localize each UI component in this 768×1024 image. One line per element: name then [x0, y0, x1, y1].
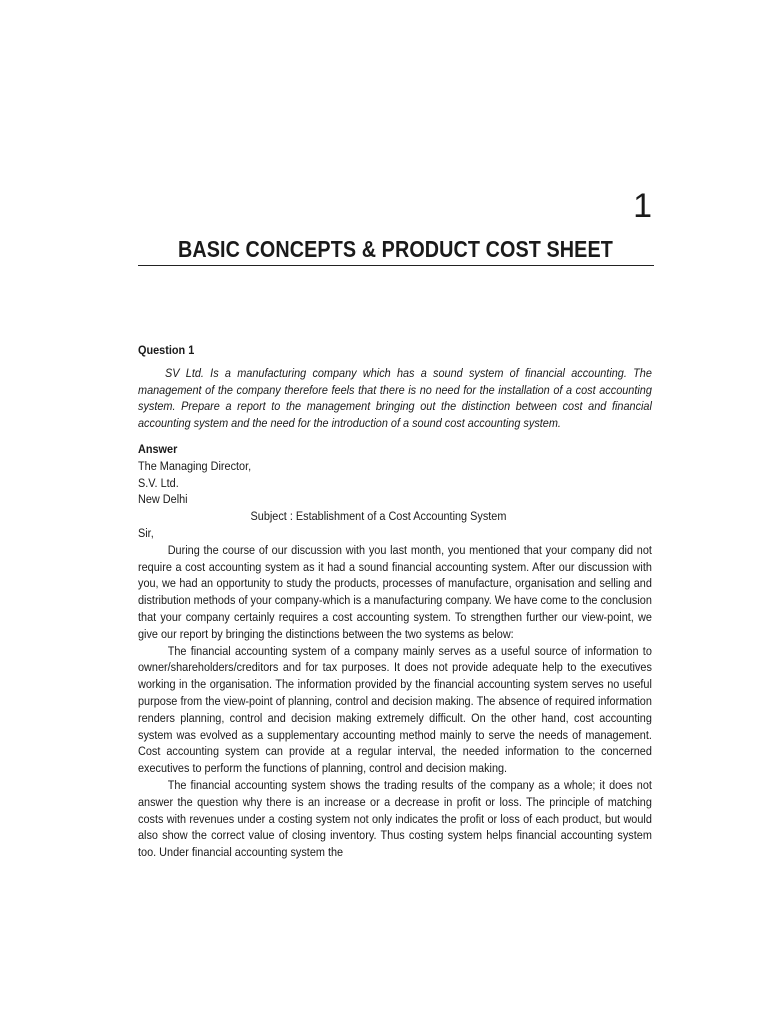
- address-line: The Managing Director,: [138, 458, 252, 473]
- chapter-title: BASIC CONCEPTS & PRODUCT COST SHEET: [178, 236, 613, 262]
- body-text-block: [138, 342, 652, 861]
- answer-paragraph: The financial accounting system of a company mainly serves as a useful source of information to owner/shareholders/creditors and for tax purposes. It does not provide adequate help to the executives working in the organisation. The information provided by the financial accounting system serves no useful purpose from the view-point of planning, control and decision making. The absence of required information renders planning, control and decision making extremely difficult. On the other hand, cost accounting system was evolved as a supplementary accounting method mainly to serve the needs of management. Cost accounting system can provide at a regular interval, the needed information to the concerned executives to perform the functions of planning, control and decision making.: [138, 643, 652, 776]
- title-divider: [138, 265, 654, 266]
- address-line: S.V. Ltd.: [138, 475, 179, 490]
- body-content: [138, 342, 652, 861]
- question-text: SV Ltd. Is a manufacturing company which has a sound system of financial accounting. The management of the company therefore feels that there is no need for the installation of a cost accounting system. Prepare a report to the management bringing out the distinction between cost and financial accounting system and the need for the introduction of a sound cost accounting system.: [138, 365, 652, 431]
- answer-paragraph: During the course of our discussion with you last month, you mentioned that your company did not require a cost accounting system as it had a sound financial accounting system. After our discussion with you, we had an opportunity to study the products, processes of manufacture, organisation and selling and distribution methods of your company-which is a manufacturing company. We have come to the conclusion that your company certainly requires a cost accounting system. To strengthen further our view-point, we give our report by bringing the distinctions between the two systems as below:: [138, 542, 652, 641]
- answer-paragraph: The financial accounting system shows the trading results of the company as a whole; it does not answer the question why there is an increase or a decrease in profit or loss. The principle of matching costs with revenues under a costing system not only indicates the profit or loss of each product, but would also show the correct value of closing inventory. Thus costing system helps financial accounting system too. Under financial accounting system the: [138, 777, 652, 860]
- salutation: Sir,: [138, 525, 154, 540]
- address-line: New Delhi: [138, 492, 188, 507]
- subject-line: Subject : Establishment of a Cost Accounting System: [250, 509, 507, 524]
- chapter-number: 1: [633, 187, 652, 225]
- question-heading: Question 1: [138, 343, 195, 357]
- answer-heading: Answer: [138, 441, 178, 456]
